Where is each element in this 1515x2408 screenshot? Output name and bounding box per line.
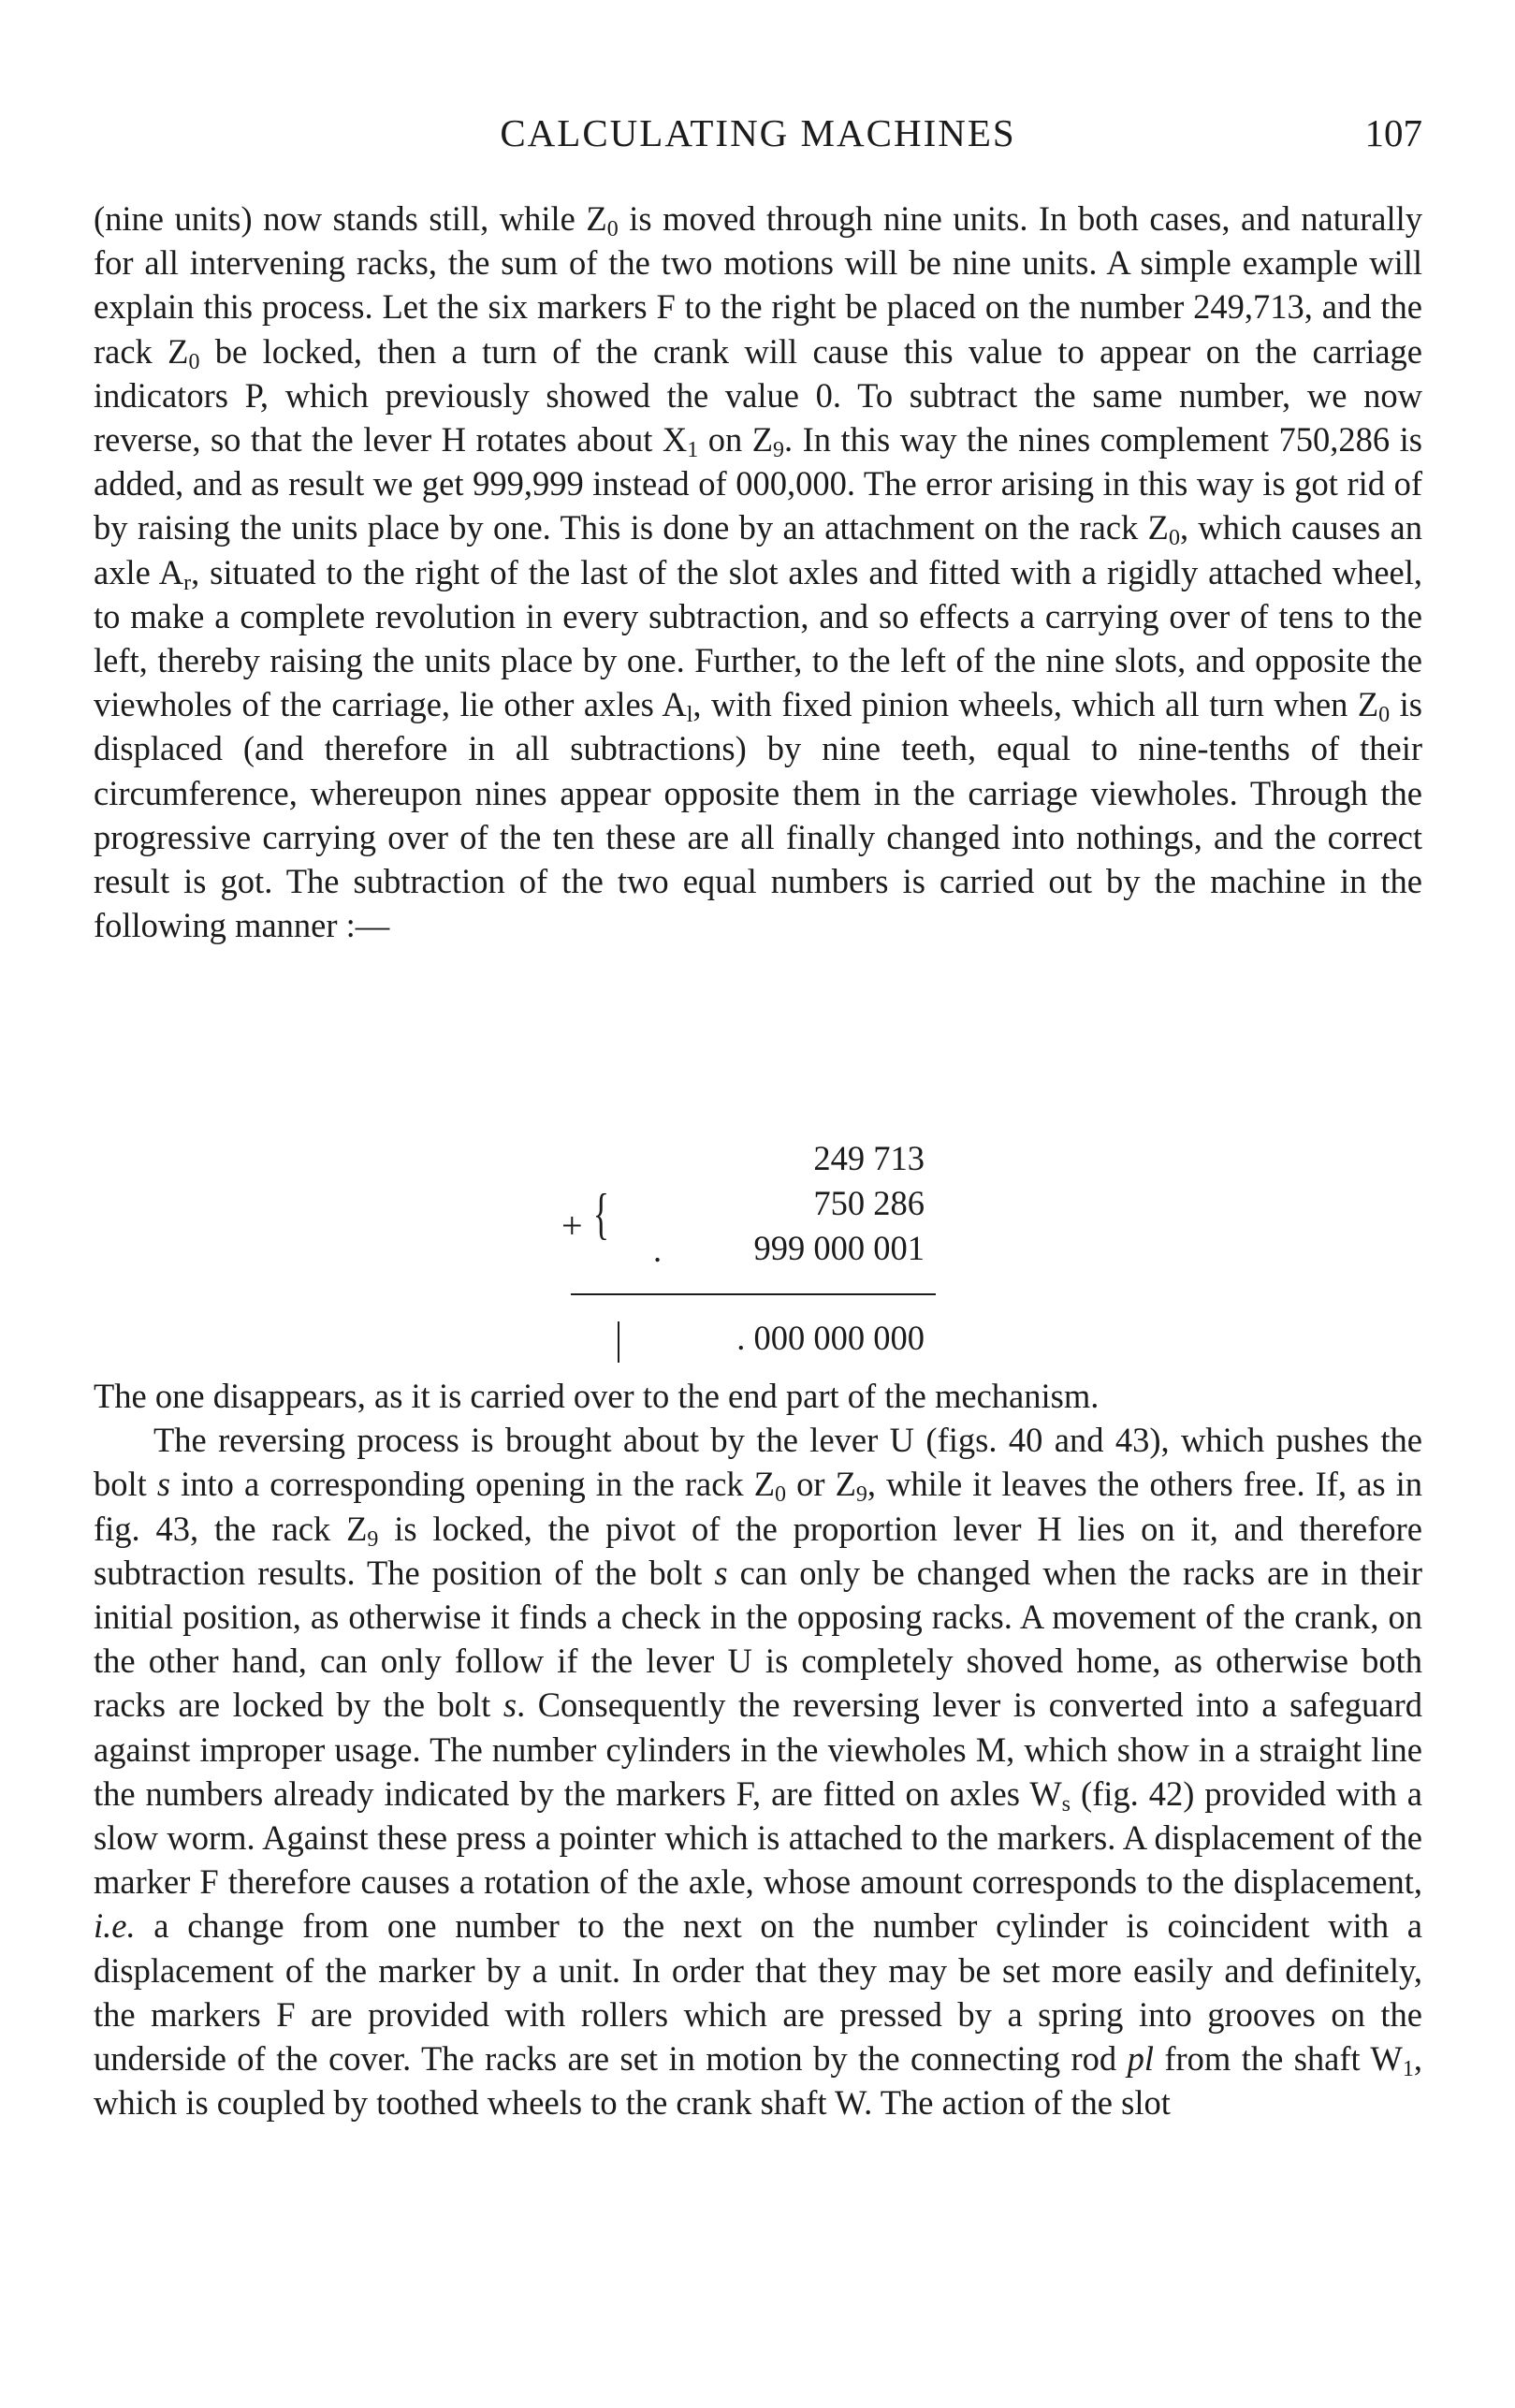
text-run: a change from one number to the next on the number cylinder is coincident with a displacement of the marker by a unit. In order that they may be set more easily and definitely, the markers F are provided with rollers which are pressed by a spring into grooves on the underside of the cover. The racks are set in motion by the connecting rod: [94, 1906, 1422, 2079]
subscript: l: [686, 703, 693, 728]
subscript: 0: [188, 349, 200, 374]
subscript: s: [1061, 1791, 1071, 1817]
running-title: CALCULATING MACHINES: [500, 111, 1016, 154]
paragraph-2-text: [94, 1374, 1422, 1418]
text-run: is displaced (and therefore in all subtractions) by nine teeth, equal to nine-tenths of their circumference, whereupon nines appear opposite them in the carriage viewholes. Through the progressive carrying over of the ten these are all finally changed into nothings, and the correct result is got. The subtraction of the two equal numbers is carried out by the machine in the following manner :—: [94, 685, 1422, 945]
text-run: , which causes an axle A: [94, 508, 1422, 591]
decimal-dot: .: [653, 1231, 663, 1269]
left-brace: {: [592, 1183, 610, 1245]
subscript: 1: [1402, 2057, 1414, 2082]
plus-sign: +: [561, 1204, 583, 1247]
subscript: 0: [606, 217, 619, 241]
text-run: is locked, the pivot of the proportion lever H lies on it, and therefore subtraction results. The position of the bolt: [94, 1509, 1422, 1592]
subscript: r: [183, 570, 192, 595]
text-run: or Z: [786, 1465, 856, 1504]
paragraph-3-text: [94, 1418, 1422, 2124]
subscript: 0: [1168, 526, 1180, 551]
operand-line-1: 249 713: [813, 1139, 925, 1177]
subscript: 0: [775, 1482, 787, 1508]
italic-text: i.e.: [94, 1906, 136, 1946]
text-run: . Consequently the reversing lever is converted into a safeguard against improper usage. The number cylinders in the viewholes M, which show in a straight line the numbers already indicated by the markers F, are fitted on axles W: [94, 1686, 1423, 1813]
text-run: be locked, then a turn of the crank will cause this value to appear on the carriage indicators P, which previously showed the value 0. To subtract the same number, we now reverse, so that the lever H rotates about X: [94, 331, 1422, 460]
text-run: (fig. 42) provided with a slow worm. Against these press a pointer which is attached to the markers. A displacement of the marker F therefore causes a rotation of the axle, whose amount corresponds to the displacement,: [94, 1773, 1422, 1902]
operand-line-2: 750 286: [813, 1184, 925, 1222]
text-run: The one disappears, as it is carried over to the end part of the mechanism.: [94, 1377, 1100, 1415]
operand-line-3: 999 000 001: [753, 1229, 925, 1267]
paragraph-2-3: [94, 1374, 1422, 2124]
sum-rule-line: [571, 1293, 936, 1295]
paragraph-1: [94, 197, 1422, 947]
subscript: 9: [773, 438, 784, 463]
text-run: into a corresponding opening in the rack Z: [170, 1465, 776, 1504]
italic-text: s: [503, 1686, 517, 1725]
subtraction-example: [552, 1138, 945, 1363]
italic-text: s: [714, 1553, 728, 1592]
text-run: is moved through nine units. In both cases, and naturally for all intervening racks, the sum of the two motions will be nine units. A simple example will explain this process. Let the six markers F to the right be placed on the number 249,713, and the rack Z: [94, 199, 1422, 371]
text-run: , situated to the right of the last of the slot axles and fitted with a rigidly attached wheel, to make a complete revolution in every subtraction, and so effects a carrying over of tens to the left, thereby raising the units place by one. Further, to the left of the nine slots, and opposite the viewholes of the carriage, lie other axles A: [94, 552, 1422, 724]
text-run: (nine units) now stands still, while Z: [94, 199, 607, 238]
vertical-bar: [618, 1321, 619, 1363]
text-run: , with fixed pinion wheels, which all turn when Z: [692, 685, 1379, 724]
text-run: , which is coupled by toothed wheels to the crank shaft W. The action of the slot: [94, 2039, 1422, 2123]
subscript: 1: [687, 438, 699, 463]
text-run: , while it leaves the others free. If, as in fig. 43, the rack Z: [94, 1465, 1422, 1548]
result-line: . 000 000 000: [736, 1319, 925, 1357]
subscript: 9: [855, 1482, 867, 1508]
subscript: 9: [367, 1526, 379, 1552]
text-run: The reversing process is brought about by the lever U (figs. 40 and 43), which pushes the bolt: [94, 1421, 1422, 1504]
page-number: 107: [1364, 111, 1422, 154]
italic-text: pl: [1127, 2039, 1154, 2079]
text-run: from the shaft W: [1153, 2039, 1403, 2079]
paragraph-1-text: [94, 197, 1422, 947]
italic-text: s: [156, 1465, 171, 1504]
text-run: on Z: [698, 420, 773, 460]
text-run: can only be changed when the racks are in their initial position, as otherwise it finds a check in the opposing racks. A movement of the crank, on the other hand, can only follow if the lever U is completely shoved home, as otherwise both racks are locked by the bolt: [94, 1553, 1422, 1725]
text-run: . In this way the nines complement 750,286 is added, and as result we get 999,999 instead of 000,000. The error arising in this way is got rid of by raising the units place by one. This is done by an attachment on the rack Z: [94, 420, 1422, 547]
subscript: 0: [1378, 703, 1391, 728]
page-header: [94, 110, 1422, 167]
